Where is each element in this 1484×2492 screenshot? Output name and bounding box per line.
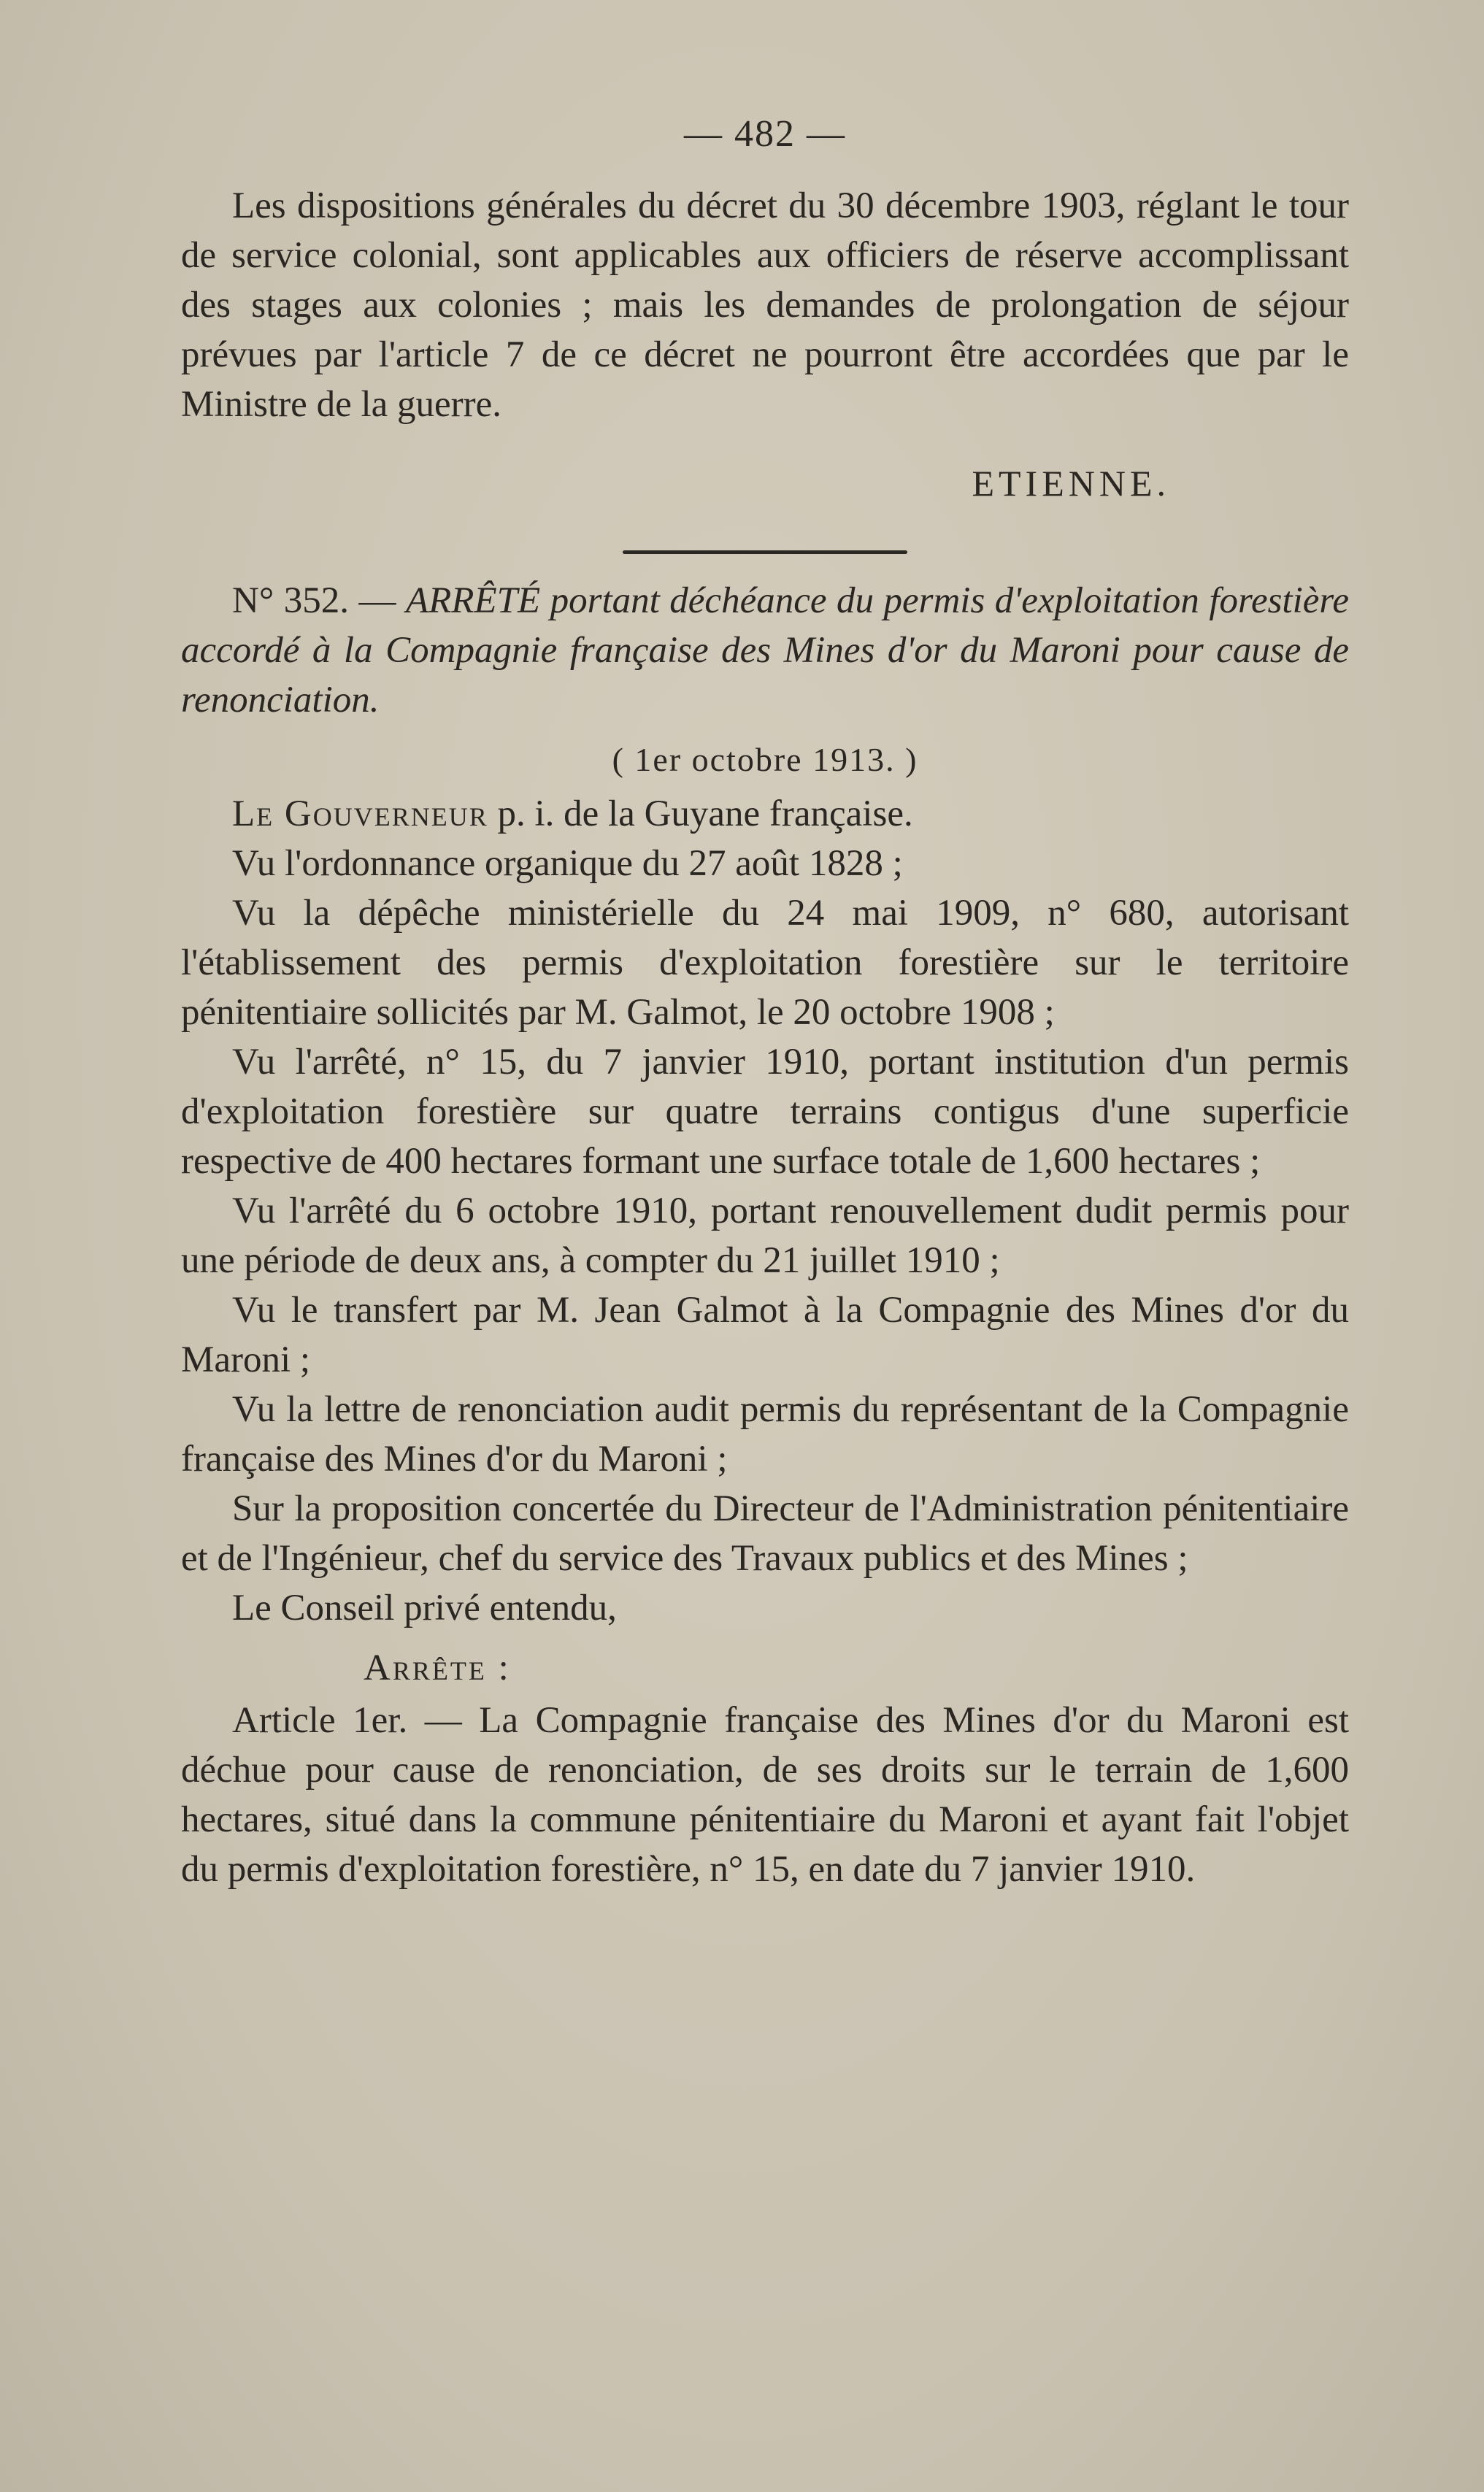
decree-dash: — (348, 580, 406, 621)
consideration-1: Vu l'ordonnance organique du 27 août 1828 ; (232, 843, 903, 884)
consideration-4: Vu l'arrêté du 6 octobre 1910, portant renouvellement dudit permis pour une période de deux ans, à compter du 21 juillet 1910 ; (181, 1191, 1349, 1281)
consideration-5: Vu le transfert par M. Jean Galmot à la Compagnie des Mines d'or du Maroni ; (181, 1290, 1349, 1380)
governor-rest: p. i. de la Guyane française. (488, 793, 913, 834)
governor-line (181, 789, 1349, 839)
article-1: Article 1er. — La Compagnie française des Mines d'or du Maroni est déchue pour cause de renonciation, de ses droits sur le terrain de 1,600 hectares, situé dans la commune pénitentiaire du Maroni et ayant fait l'objet du permis d'exploitation forestière, n° 15, en date du 7 janvier 1910. (181, 1700, 1349, 1890)
consideration-8: Le Conseil privé entendu, (232, 1588, 617, 1628)
decree-title: ARRÊTÉ portant déchéance du permis d'exploitation forestière accordé à la Compagnie française des Mines d'or du Maroni pour cause de renonciation. (181, 580, 1349, 720)
intro-paragraph: Les dispositions générales du décret du 30 décembre 1903, réglant le tour de service colonial, sont applicables aux officiers de réserve accomplissant des stages aux colonies ; mais les demandes de prolongation de séjour prévues par l'article 7 de ce décret ne pourront être accordées que par le Ministre de la guerre. (181, 185, 1349, 425)
arrete-label: Arrête : (364, 1647, 511, 1688)
consideration-7: Sur la proposition concertée du Directeur de l'Administration pénitentiaire et de l'Ingénieur, chef du service des Travaux publics et des Mines ; (181, 1488, 1349, 1579)
consideration-3: Vu l'arrêté, n° 15, du 7 janvier 1910, portant institution d'un permis d'exploitation forestière sur quatre terrains contigus d'une superficie respective de 400 hectares formant une surface totale de 1,600 hectares ; (181, 1042, 1349, 1182)
decree-date: ( 1er octobre 1913. ) (612, 741, 918, 778)
governor-caps: Le Gouverneur (232, 793, 488, 834)
signature: ETIENNE. (972, 463, 1170, 504)
decree-heading (181, 576, 1349, 725)
page-content (181, 109, 1349, 1894)
decree-number: N° 352. (232, 580, 349, 621)
consideration-2: Vu la dépêche ministérielle du 24 mai 1909, n° 680, autorisant l'établissement des permis d'exploitation forestière sur le territoire pénitentiaire sollicités par M. Galmot, le 20 octobre 1908 ; (181, 893, 1349, 1033)
section-divider (623, 550, 907, 554)
page-number: — 482 — (684, 113, 846, 155)
consideration-6: Vu la lettre de renonciation audit permis du représentant de la Compagnie française des Mines d'or du Maroni ; (181, 1389, 1349, 1480)
